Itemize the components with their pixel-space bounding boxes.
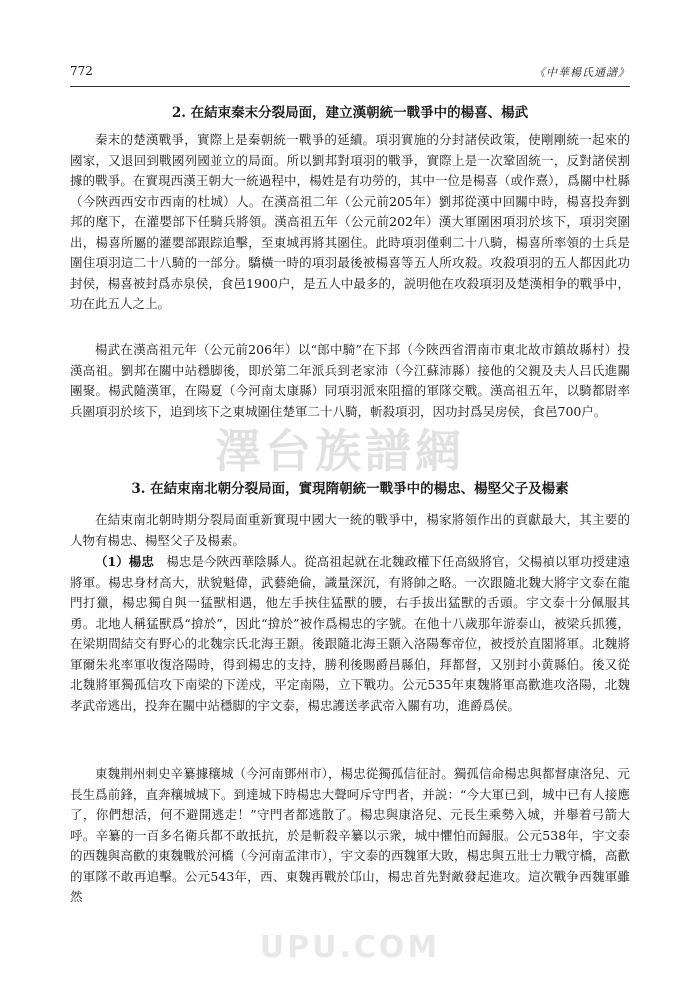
- paragraph-yang-zhong-text: 楊忠是今陜西華陰縣人。從高祖起就在北魏政權下任高級將官，父楊禎以軍功授建遠將軍。楊忠身材高大，狀貌魁偉，武藝絶倫，識量深沉，有將帥之略。一次跟隨北魏大將宇文泰在龍門打獵，楊忠獨自與一猛獸相遇，他左手挾住猛獸的腰，右手拔出猛獸的舌頭。宇文泰十分佩服其勇。北地人稱猛獸爲“揜於”，因此“揜於”被作爲楊忠的字號。在他十八歲那年游泰山，被梁兵抓獲，在梁期間結交有野心的北魏宗氏北海王顥。後跟隨北海王顥入洛陽奪帝位，被授於直閣將軍。北魏將軍爾朱兆率軍收復洛陽時，得到楊忠的支持，勝利後賜爵昌縣伯，拜都督，又别封小黄縣伯。後又從北魏將軍獨孤信攻下南梁的下溠戍，平定南陽，立下戰功。公元535年東魏將軍高歡進攻洛陽，北魏孝武帝逃出，投奔在關中站穩脚的宇文泰，楊忠護送孝武帝入關有功，進爵爲侯。: [70, 554, 630, 713]
- watermark-text: 澤台族譜網: [215, 424, 465, 478]
- header-rule: [70, 86, 630, 87]
- paragraph-rangcheng: 東魏荆州刺史辛纂據穰城（今河南鄧州市），楊忠從獨孤信征討。獨孤信命楊忠與都督康洛兒、元長生爲前鋒，直奔穰城城下。到達城下時楊忠大聲呵斥守門者，并説：“今大軍已到，城中已有人接應了，你們想活，何不避開逃走！”守門者都逃散了。楊忠與康洛兒、元長生乘勢入城，并舉着弓箭大呼。辛纂的一百多名衛兵都不敢抵抗，於是斬殺辛纂以示衆，城中懼怕而歸服。公元538年，宇文泰的西魏與高歡的東魏戰於河橋（今河南孟津市），宇文泰的西魏軍大敗，楊忠與五壯士力戰守橋，高歡的軍隊不敢再追擊。公元543年，西、東魏再戰於邙山，楊忠首先對敵發起進攻。這次戰争西魏軍雖然: [70, 766, 630, 904]
- page-header: [70, 62, 630, 84]
- subheading-yang-zhong: （1）楊忠: [95, 554, 154, 569]
- section-heading-2: 2. 在結束秦末分裂局面，建立漢朝統一戰爭中的楊喜、楊武: [171, 105, 529, 121]
- paragraph-yang-wu: 楊武在漢高祖元年（公元前206年）以“郎中騎”在下邽（今陜西省渭南市東北故市鎮故縣村）投漢高祖。劉邦在關中站穩脚後，即於第二年派兵到老家沛（今江蘇沛縣）接他的父親及夫人吕氏進關團聚。楊武隨漢軍，在陽夏（今河南太康縣）同項羽派來阻擋的軍隊交戰。漢高祖五年，以騎都尉率兵圍項羽於垓下，追到垓下之東城圍住楚軍二十八騎，斬殺項羽，因功封爲吴房侯，食邑700户。: [70, 342, 630, 419]
- watermark-url: UPU.COM: [259, 930, 441, 965]
- page-number: 772: [70, 64, 93, 78]
- paragraph-yang-xi: 秦末的楚漢戰爭，實際上是秦朝統一戰爭的延續。項羽實施的分封諸侯政策，使剛剛統一起來的國家，又退回到戰國列國並立的局面。所以劉邦對項羽的戰爭，實際上是一次鞏固統一，反對諸侯割據的戰爭。在實現西漢王朝大一統過程中，楊姓是有功勞的，其中一位是楊喜（或作熹），爲關中杜縣（今陜西西安市西南的杜城）人。在漢高祖二年（公元前205年）劉邦從漢中回關中時，楊喜投奔劉邦的麾下，在灌嬰部下任騎兵將領。漢高祖五年（公元前202年）漢大軍圍困項羽於垓下，項羽突圍出，楊喜所屬的灌嬰部跟踪追擊，至東城再將其圍住。此時項羽僅剩二十八騎，楊喜所率領的士兵是圍住項羽這二十八騎的一部分。驕橫一時的項羽最後被楊喜等五人所攻殺。攻殺項羽的五人都因此功封侯，楊喜被封爲赤泉侯，食邑1900户，是五人中最多的，説明他在攻殺項羽及楚漢相争的戰爭中，功在此五人之上。: [70, 132, 630, 311]
- book-title: 《中華楊氏通譜》: [534, 66, 630, 79]
- paragraph-intro: 在結束南北朝時期分裂局面重新實現中國大一統的戰爭中，楊家將領作出的貢獻最大，其主要的人物有楊忠、楊堅父子及楊素。: [70, 512, 630, 548]
- paragraph-yang-zhong: [70, 552, 630, 716]
- section-heading-3: 3. 在結束南北朝分裂局面，實現隋朝統一戰爭中的楊忠、楊堅父子及楊素: [131, 481, 569, 497]
